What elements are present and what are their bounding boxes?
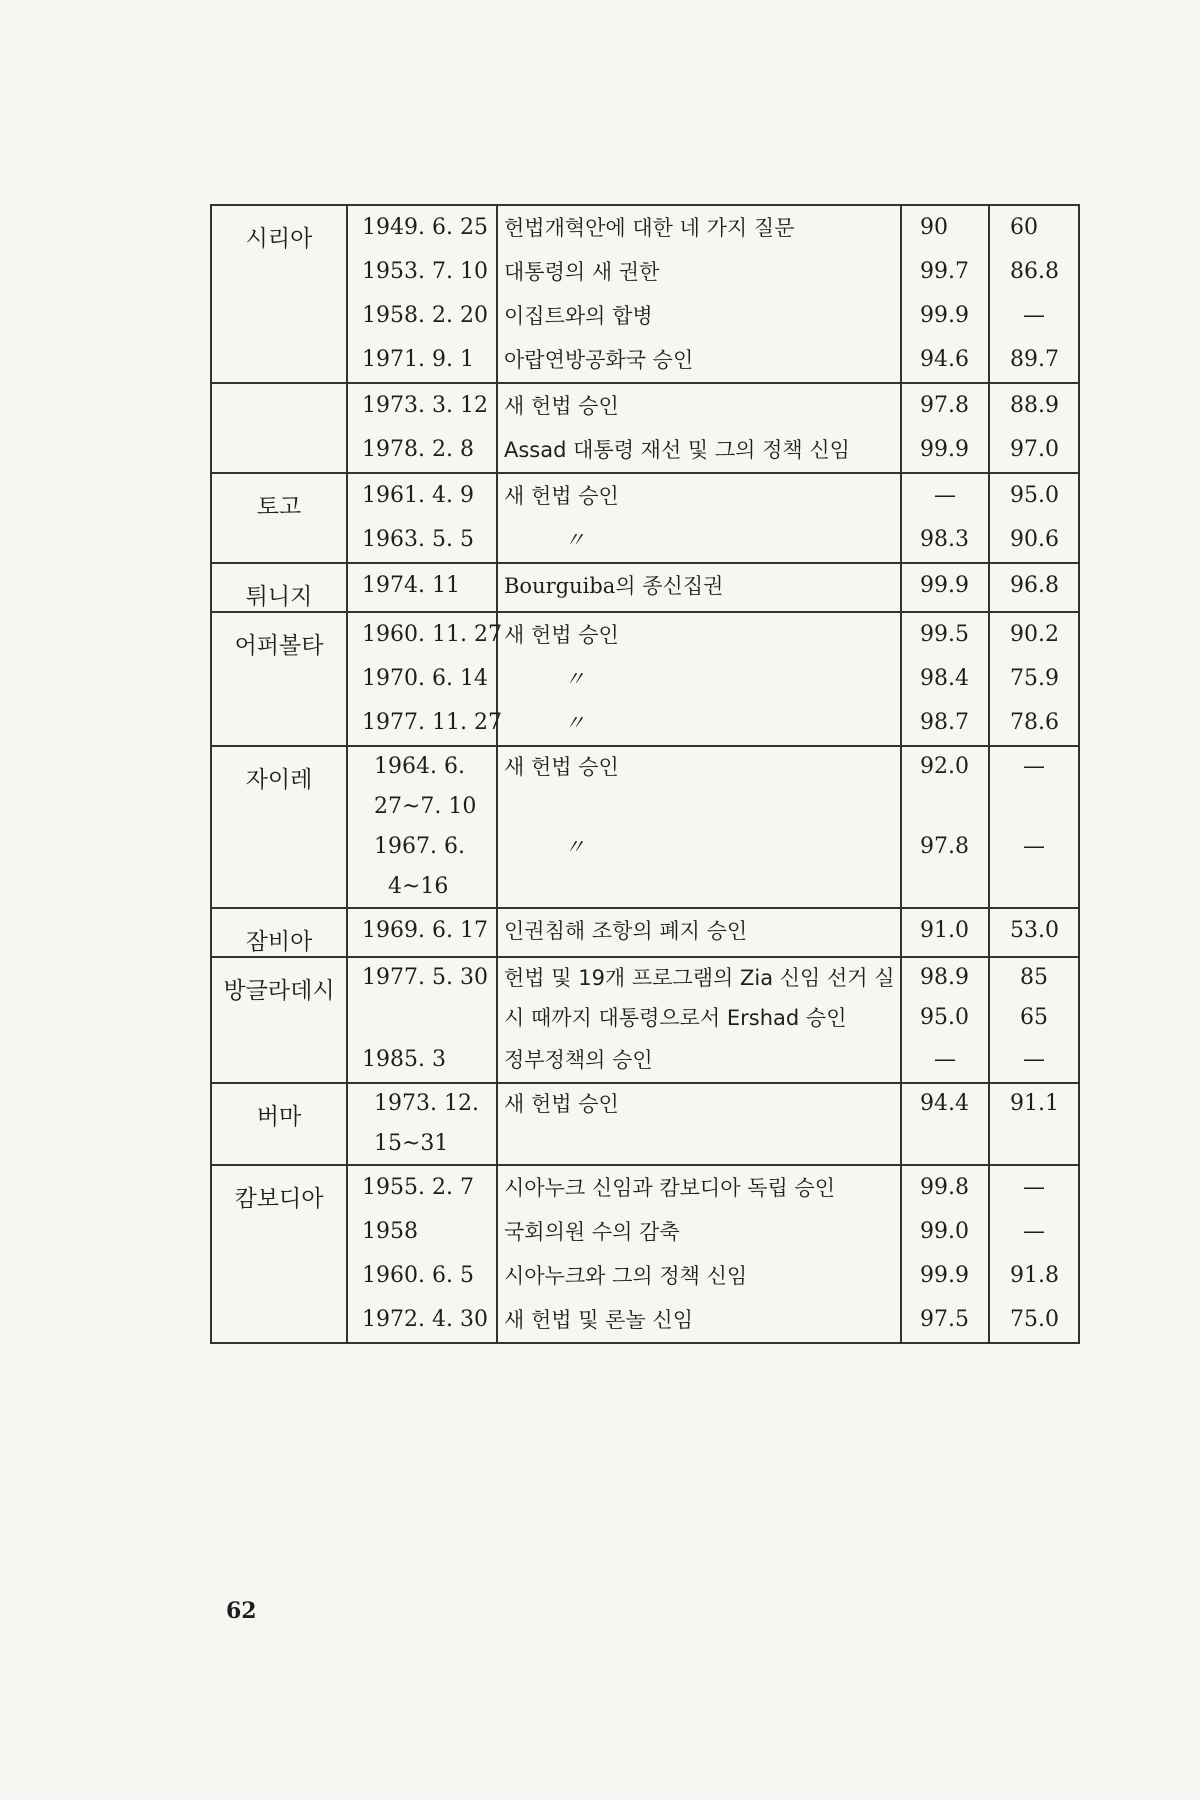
description: 인권침해 조항의 폐지 승인: [504, 919, 748, 943]
turnout-percent: —: [1023, 303, 1045, 328]
date: 1974. 11: [362, 573, 460, 598]
description-cell: [497, 205, 901, 383]
approval-percent: —: [934, 1047, 956, 1072]
description: Bourguiba의 종신집권: [504, 574, 724, 598]
description: 새 헌법 승인: [504, 623, 619, 647]
turnout-percent: 60: [1010, 215, 1038, 240]
table-row: [211, 1083, 1079, 1165]
turnout-percent-cell: [989, 908, 1079, 957]
approval-percent-cell: [901, 205, 989, 383]
description: 이집트와의 합병: [504, 304, 653, 328]
date: 1955. 2. 7: [362, 1175, 474, 1200]
table-row: [211, 473, 1079, 563]
approval-percent: 94.6: [920, 347, 969, 372]
date: 1973. 3. 12: [362, 393, 488, 418]
approval-percent: 99.8: [920, 1175, 969, 1200]
approval-percent-cell: [901, 1165, 989, 1343]
turnout-percent-cell: [989, 612, 1079, 746]
approval-percent: 92.0: [920, 754, 969, 779]
turnout-percent: 96.8: [1010, 573, 1059, 598]
turnout-percent-cell: [989, 746, 1079, 908]
approval-percent: 99.9: [920, 1263, 969, 1288]
turnout-percent: —: [1023, 1219, 1045, 1244]
approval-percent: 97.8: [920, 393, 969, 418]
ditto-mark: 〃: [564, 528, 585, 552]
description: 정부정책의 승인: [504, 1048, 653, 1072]
date: 1967. 6.: [374, 834, 465, 859]
date-cell: [347, 563, 497, 612]
description: 새 헌법 및 론놀 신임: [504, 1308, 693, 1332]
date: 1961. 4. 9: [362, 483, 474, 508]
approval-percent: 95.0: [920, 1005, 969, 1030]
approval-percent-cell: [901, 908, 989, 957]
ditto-mark: 〃: [564, 667, 585, 691]
date-cell: [347, 1165, 497, 1343]
description-cell: [497, 383, 901, 473]
description: 헌법 및 19개 프로그램의 Zia 신임 선거 실: [504, 966, 895, 990]
description: 새 헌법 승인: [504, 484, 619, 508]
approval-percent: 98.4: [920, 666, 969, 691]
country-cell: 방글라데시: [211, 957, 347, 1083]
country-cell: 시리아: [211, 205, 347, 383]
approval-percent: 99.5: [920, 622, 969, 647]
approval-percent-cell: [901, 746, 989, 908]
approval-percent: 91.0: [920, 918, 969, 943]
approval-percent-cell: [901, 1083, 989, 1165]
country-cell: 캄보디아: [211, 1165, 347, 1343]
approval-percent: —: [934, 483, 956, 508]
table-row: [211, 908, 1079, 957]
turnout-percent: 75.9: [1010, 666, 1059, 691]
description: Assad 대통령 재선 및 그의 정책 신임: [504, 438, 850, 462]
approval-percent: 99.9: [920, 573, 969, 598]
turnout-percent-cell: [989, 563, 1079, 612]
turnout-percent-cell: [989, 957, 1079, 1083]
date-cell: [347, 205, 497, 383]
approval-percent: 97.5: [920, 1307, 969, 1332]
turnout-percent-cell: [989, 205, 1079, 383]
date-cell: [347, 957, 497, 1083]
date: 4~16: [388, 874, 449, 899]
approval-percent-cell: [901, 563, 989, 612]
description: 국회의원 수의 감축: [504, 1220, 680, 1244]
country-cell: [211, 383, 347, 473]
turnout-percent: 85: [1020, 965, 1048, 990]
country-cell: 토고: [211, 473, 347, 563]
description: 새 헌법 승인: [504, 394, 619, 418]
approval-percent-cell: [901, 957, 989, 1083]
date: 1958: [362, 1219, 418, 1244]
description: 대통령의 새 권한: [504, 260, 660, 284]
table-row: [211, 746, 1079, 908]
description: 새 헌법 승인: [504, 1092, 619, 1116]
turnout-percent-cell: [989, 1083, 1079, 1165]
table-row: [211, 957, 1079, 1083]
date-cell: [347, 473, 497, 563]
approval-percent: 99.9: [920, 437, 969, 462]
turnout-percent: 95.0: [1010, 483, 1059, 508]
description: 시 때까지 대통령으로서 Ershad 승인: [504, 1006, 847, 1030]
approval-percent: 99.9: [920, 303, 969, 328]
date: 1969. 6. 17: [362, 918, 488, 943]
turnout-percent-cell: [989, 383, 1079, 473]
date: 1953. 7. 10: [362, 259, 488, 284]
date-cell: [347, 908, 497, 957]
turnout-percent: —: [1023, 754, 1045, 779]
turnout-percent: 86.8: [1010, 259, 1059, 284]
turnout-percent: 90.6: [1010, 527, 1059, 552]
table-row: [211, 1165, 1079, 1343]
approval-percent: 98.9: [920, 965, 969, 990]
date: 1978. 2. 8: [362, 437, 474, 462]
approval-percent: 97.8: [920, 834, 969, 859]
description: 시아누크 신임과 캄보디아 독립 승인: [504, 1176, 835, 1200]
date: 1977. 5. 30: [362, 965, 488, 990]
table-row: [211, 612, 1079, 746]
turnout-percent: 91.8: [1010, 1263, 1059, 1288]
turnout-percent: 89.7: [1010, 347, 1059, 372]
turnout-percent: —: [1023, 834, 1045, 859]
approval-percent: 94.4: [920, 1091, 969, 1116]
country-cell: 잠비아: [211, 908, 347, 957]
date: 1977. 11. 27: [362, 710, 502, 735]
turnout-percent: —: [1023, 1175, 1045, 1200]
date: 1971. 9. 1: [362, 347, 474, 372]
description-cell: [497, 908, 901, 957]
description-cell: [497, 1083, 901, 1165]
approval-percent: 98.3: [920, 527, 969, 552]
approval-percent: 99.0: [920, 1219, 969, 1244]
turnout-percent: 88.9: [1010, 393, 1059, 418]
date: 1985. 3: [362, 1047, 446, 1072]
turnout-percent: 78.6: [1010, 710, 1059, 735]
date: 1972. 4. 30: [362, 1307, 488, 1332]
date: 27~7. 10: [374, 794, 477, 819]
description-cell: [497, 957, 901, 1083]
turnout-percent: 90.2: [1010, 622, 1059, 647]
approval-percent-cell: [901, 612, 989, 746]
description-cell: [497, 563, 901, 612]
table-row: [211, 205, 1079, 383]
approval-percent-cell: [901, 473, 989, 563]
country-cell: 버마: [211, 1083, 347, 1165]
date-cell: [347, 1083, 497, 1165]
date: 1949. 6. 25: [362, 215, 488, 240]
date: 1958. 2. 20: [362, 303, 488, 328]
ditto-mark: 〃: [564, 835, 585, 859]
description: 헌법개혁안에 대한 네 가지 질문: [504, 216, 795, 240]
turnout-percent: 53.0: [1010, 918, 1059, 943]
country-cell: 자이레: [211, 746, 347, 908]
date: 1960. 11. 27: [362, 622, 502, 647]
date: 1964. 6.: [374, 754, 465, 779]
approval-percent: 99.7: [920, 259, 969, 284]
country-cell: 튀니지: [211, 563, 347, 612]
approval-percent: 90: [920, 215, 948, 240]
turnout-percent: 75.0: [1010, 1307, 1059, 1332]
date: 1973. 12.: [374, 1091, 479, 1116]
date: 1970. 6. 14: [362, 666, 488, 691]
country-cell: 어퍼볼타: [211, 612, 347, 746]
date-cell: [347, 612, 502, 746]
date: 1963. 5. 5: [362, 527, 474, 552]
description: 시아누크와 그의 정책 신임: [504, 1264, 748, 1288]
table-row: [211, 383, 1079, 473]
description-cell: [497, 746, 901, 908]
turnout-percent-cell: [989, 473, 1079, 563]
date: 15~31: [374, 1131, 449, 1156]
approval-percent: 98.7: [920, 710, 969, 735]
description-cell: [497, 473, 901, 563]
approval-percent-cell: [901, 383, 989, 473]
description-cell: [497, 612, 901, 746]
description: 아랍연방공화국 승인: [504, 348, 694, 372]
turnout-percent: 65: [1020, 1005, 1048, 1030]
date: 1960. 6. 5: [362, 1263, 474, 1288]
referendum-table: [210, 204, 1080, 1344]
page-number: 62: [226, 1598, 257, 1624]
date-cell: [347, 383, 497, 473]
table-row: [211, 563, 1079, 612]
ditto-mark: 〃: [564, 711, 585, 735]
turnout-percent: 97.0: [1010, 437, 1059, 462]
turnout-percent: —: [1023, 1047, 1045, 1072]
description: 새 헌법 승인: [504, 755, 619, 779]
date-cell: [347, 746, 497, 908]
description-cell: [497, 1165, 901, 1343]
turnout-percent: 91.1: [1010, 1091, 1059, 1116]
turnout-percent-cell: [989, 1165, 1079, 1343]
